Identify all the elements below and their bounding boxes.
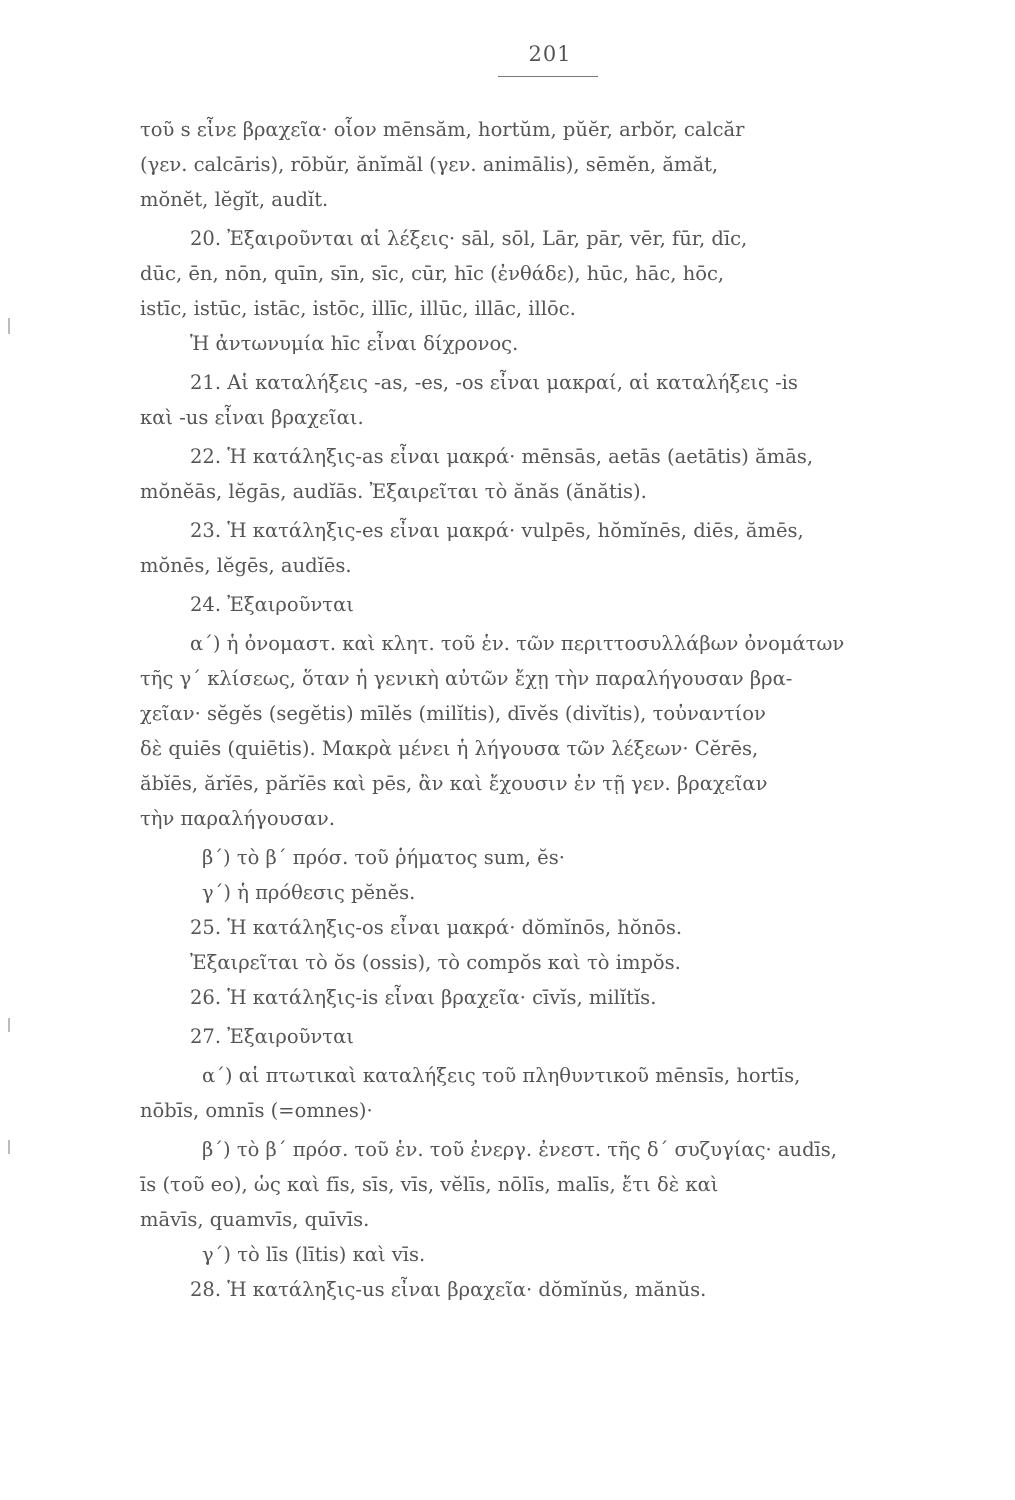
text-line: γ΄) ἡ πρόθεσις pĕnĕs. bbox=[202, 881, 416, 904]
text-line: τοῦ s εἶνε βραχεῖα· οἷον mēnsăm, hortŭm, pŭĕr, arbŏr, calcăr bbox=[140, 118, 745, 141]
text-line: istīc, istūc, istāc, istōc, illīc, illūc, illāc, illōc. bbox=[140, 297, 576, 320]
text-line: nōbīs, omnīs (=omnes)· bbox=[140, 1099, 373, 1122]
text-line: Ἡ ἀντωνυμία hīc εἶναι δίχρονος. bbox=[190, 332, 519, 355]
text-line: τῆς γ΄ κλίσεως, ὅταν ἡ γενικὴ αὐτῶν ἔχῃ τὴν παραλήγουσαν βρα- bbox=[140, 667, 793, 690]
section-21: 21. Αἱ καταλήξεις -as, -es, -os εἶναι μακραί, αἱ καταλήξεις -is bbox=[190, 371, 798, 394]
section-27: 27. Ἐξαιροῦνται bbox=[190, 1025, 354, 1048]
scan-edge-mark bbox=[8, 1140, 10, 1154]
text-line: α΄) αἱ πτωτικαὶ καταλήξεις τοῦ πληθυντικοῦ mēnsīs, hortīs, bbox=[202, 1064, 801, 1087]
text-line: (γεν. calcāris), rōbŭr, ănĭmăl (γεν. animālis), sēmĕn, ămăt, bbox=[140, 153, 719, 176]
section-20: 20. Ἐξαιροῦνται αἱ λέξεις· sāl, sōl, Lār, pār, vēr, fūr, dīc, bbox=[190, 227, 748, 250]
section-26: 26. Ἡ κατάληξις-is εἶναι βραχεῖα· cīvĭs, milĭtĭs. bbox=[190, 986, 657, 1009]
text-line: mŏnēs, lĕgēs, audĭēs. bbox=[140, 554, 352, 577]
scan-edge-mark bbox=[8, 318, 10, 334]
section-28: 28. Ἡ κατάληξις-us εἶναι βραχεῖα· dŏmĭnŭs, mănŭs. bbox=[190, 1278, 707, 1301]
text-line: īs (τοῦ eo), ὡς καὶ fīs, sīs, vīs, vĕlīs, nōlīs, malīs, ἔτι δὲ καὶ bbox=[140, 1173, 719, 1196]
text-line: Ἐξαιρεῖται τὸ ŏs (ossis), τὸ compŏs καὶ τὸ impŏs. bbox=[190, 951, 681, 974]
text-line: māvīs, quamvīs, quīvīs. bbox=[140, 1208, 370, 1231]
section-23: 23. Ἡ κατάληξις-es εἶναι μακρά· vulpēs, hŏmĭnēs, diēs, ămēs, bbox=[190, 519, 804, 542]
scan-edge-mark bbox=[8, 1018, 10, 1032]
text-line: γ΄) τὸ līs (lītis) καὶ vīs. bbox=[202, 1243, 426, 1266]
section-25: 25. Ἡ κατάληξις-os εἶναι μακρά· dŏmĭnōs, hŏnōs. bbox=[190, 916, 683, 939]
text-line: δὲ quiēs (quiētis). Μακρὰ μένει ἡ λήγουσα τῶν λέξεων· Cĕrēs, bbox=[140, 737, 759, 760]
text-line: α΄) ἡ ὀνομαστ. καὶ κλητ. τοῦ ἑν. τῶν περιττοσυλλάβων ὀνομάτων bbox=[190, 632, 845, 655]
text-line: β΄) τὸ β΄ πρόσ. τοῦ ῥήματος sum, ĕs· bbox=[202, 846, 565, 869]
text-line: mŏnĕās, lĕgās, audĭās. Ἐξαιρεῖται τὸ ănăs (ănătis). bbox=[140, 480, 647, 503]
header-rule bbox=[498, 76, 598, 77]
text-line: χεῖαν· sĕgĕs (segĕtis) mīlĕs (milĭtis), dīvĕs (divĭtis), τοὐναντίον bbox=[140, 702, 766, 725]
page-body bbox=[140, 112, 960, 1307]
page-number: 201 bbox=[528, 42, 572, 66]
section-24: 24. Ἐξαιροῦνται bbox=[190, 593, 354, 616]
text-line: ăbĭēs, ărĭēs, părĭēs καὶ pēs, ἂν καὶ ἔχουσιν ἐν τῇ γεν. βραχεῖαν bbox=[140, 772, 768, 795]
text-line: dūc, ēn, nōn, quīn, sīn, sīc, cūr, hīc (ἐνθάδε), hūc, hāc, hōc, bbox=[140, 262, 725, 285]
text-line: καὶ -us εἶναι βραχεῖαι. bbox=[140, 406, 364, 429]
text-line: mŏnĕt, lĕgĭt, audĭt. bbox=[140, 188, 329, 211]
text-line: β΄) τὸ β΄ πρόσ. τοῦ ἑν. τοῦ ἐνεργ. ἐνεστ. τῆς δ΄ συζυγίας· audīs, bbox=[202, 1138, 837, 1161]
section-22: 22. Ἡ κατάληξις-as εἶναι μακρά· mēnsās, aetās (aetātis) ămās, bbox=[190, 445, 814, 468]
text-line: τὴν παραλήγουσαν. bbox=[140, 807, 335, 830]
